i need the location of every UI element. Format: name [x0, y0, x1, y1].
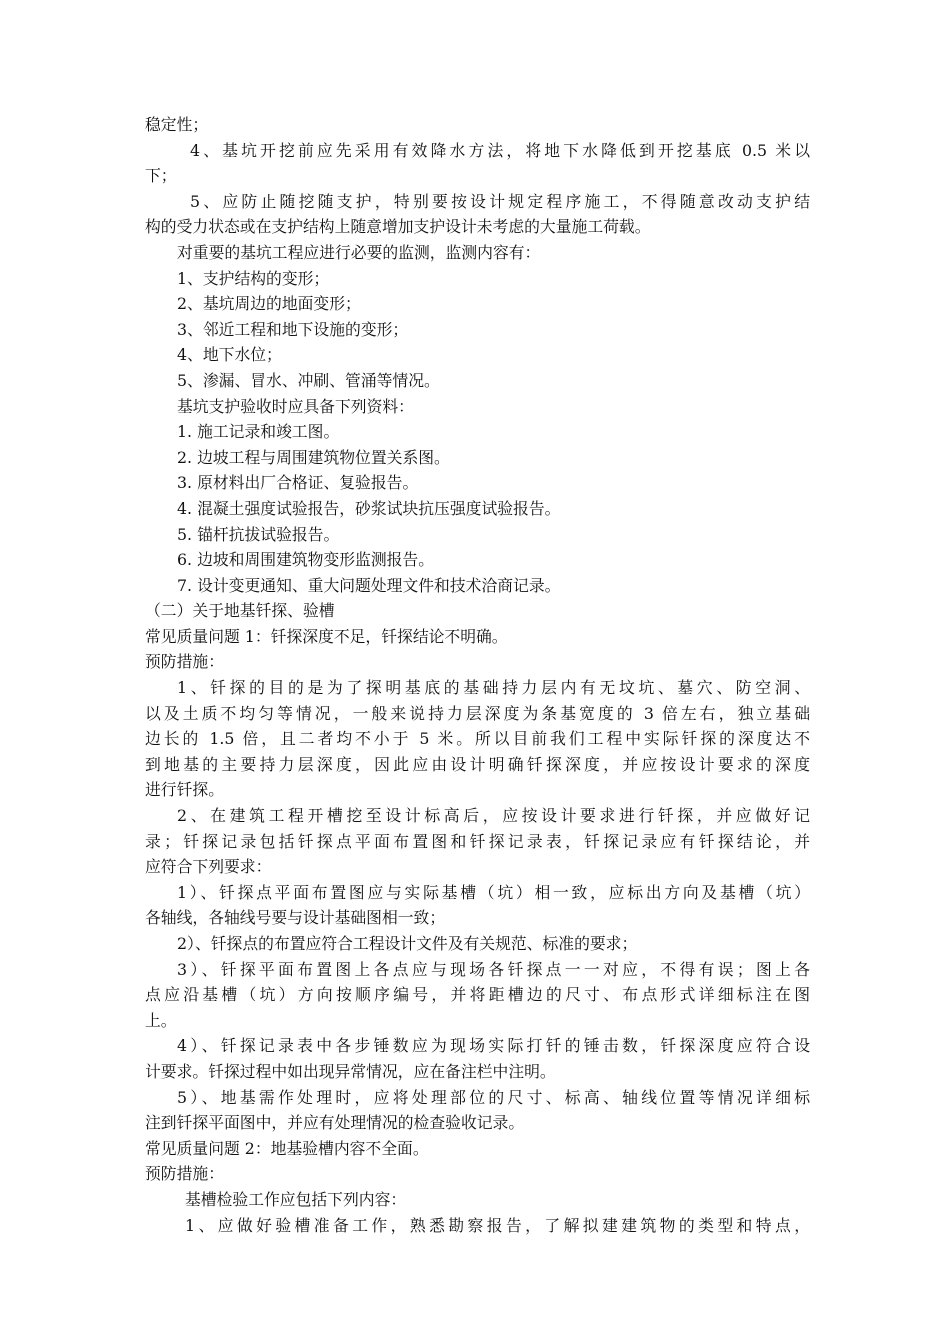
- list-item: 5. 锚杆抗拔试验报告。: [177, 524, 340, 544]
- text-line: 预防措施：: [145, 1164, 224, 1184]
- text-line: 5）、地基需作处理时，应将处理部位的尺寸、标高、轴线位置等情况详细标: [177, 1087, 810, 1107]
- text-line: 4）、钎探记录表中各步锤数应为现场实际打钎的锤击数，钎探深度应符合设: [177, 1036, 810, 1056]
- text-line: 1、钎探的目的是为了探明基底的基础持力层内有无坟坑、墓穴、防空洞、: [177, 678, 810, 698]
- text-line: 常见质量问题 1：钎探深度不足，钎探结论不明确。: [145, 626, 508, 646]
- list-item: 4. 混凝土强度试验报告，砂浆试块抗压强度试验报告。: [177, 498, 561, 518]
- list-item: 7. 设计变更通知、重大问题处理文件和技术洽商记录。: [177, 575, 561, 595]
- text-line: 各轴线，各轴线号要与设计基础图相一致；: [145, 908, 446, 928]
- text-line: 上。: [145, 1010, 177, 1030]
- text-line: 下；: [145, 166, 177, 186]
- text-line: 2）、钎探点的布置应符合工程设计文件及有关规范、标准的要求；: [177, 934, 638, 953]
- document-body: [145, 112, 810, 1238]
- text-line: 注到钎探平面图中，并应有处理情况的检查验收记录。: [145, 1113, 525, 1133]
- list-item: 3、邻近工程和地下设施的变形；: [177, 319, 409, 339]
- text-line: 2、在建筑工程开槽挖至设计标高后，应按设计要求进行钎探，并应做好记: [177, 806, 810, 826]
- text-line: 计要求。钎探过程中如出现异常情况，应在备注栏中注明。: [145, 1061, 556, 1081]
- list-item: 2、基坑周边的地面变形；: [177, 294, 361, 314]
- text-line: 基槽检验工作应包括下列内容：: [185, 1189, 407, 1209]
- text-line: 边长的 1.5 倍，且二者均不小于 5 米。所以目前我们工程中实际钎探的深度达不: [145, 729, 810, 749]
- text-line: 5、应防止随挖随支护，特别要按设计规定程序施工，不得随意改动支护结: [190, 191, 810, 211]
- list-item: 4、地下水位；: [177, 345, 282, 365]
- text-line: 1、应做好验槽准备工作，熟悉勘察报告，了解拟建建筑物的类型和特点，: [185, 1215, 810, 1235]
- list-item: 6. 边坡和周围建筑物变形监测报告。: [177, 550, 435, 570]
- text-line: 常见质量问题 2：地基验槽内容不全面。: [145, 1138, 429, 1158]
- list-item: 1、支护结构的变形；: [177, 268, 330, 288]
- text-line: 点应沿基槽（坑）方向按顺序编号，并将距槽边的尺寸、布点形式详细标注在图: [145, 985, 810, 1005]
- text-line: 4、基坑开挖前应先采用有效降水方法，将地下水降低到开挖基底 0.5 米以: [190, 140, 810, 160]
- text-line: 3）、钎探平面布置图上各点应与现场各钎探点一一对应，不得有误；图上各: [177, 959, 810, 979]
- text-line: 进行钎探。: [145, 780, 224, 800]
- list-item: 1. 施工记录和竣工图。: [177, 422, 340, 442]
- text-line: 对重要的基坑工程应进行必要的监测，监测内容有：: [177, 242, 541, 262]
- text-line: 稳定性；: [145, 115, 209, 134]
- text-line: 基坑支护验收时应具备下列资料：: [177, 396, 414, 416]
- text-line: 录；钎探记录包括钎探点平面布置图和钎探记录表，钎探记录应有钎探结论，并: [145, 831, 810, 851]
- text-line: 1）、钎探点平面布置图应与实际基槽（坑）相一致，应标出方向及基槽（坑）: [177, 882, 810, 902]
- text-line: 预防措施：: [145, 652, 224, 672]
- text-line: 构的受力状态或在支护结构上随意增加支护设计未考虑的大量施工荷载。: [145, 217, 651, 237]
- list-item: 5、渗漏、冒水、冲刷、管涌等情况。: [177, 370, 440, 390]
- list-item: 2. 边坡工程与周围建筑物位置关系图。: [177, 447, 450, 467]
- text-line: 到地基的主要持力层深度，因此应由设计明确钎探深度，并应按设计要求的深度: [145, 754, 810, 774]
- text-line: 应符合下列要求：: [145, 857, 272, 877]
- list-item: 3. 原材料出厂合格证、复验报告。: [177, 473, 419, 493]
- section-heading: （二）关于地基钎探、验槽: [145, 601, 335, 621]
- text-line: 以及土质不均匀等情况，一般来说持力层深度为条基宽度的 3 倍左右，独立基础: [145, 703, 810, 723]
